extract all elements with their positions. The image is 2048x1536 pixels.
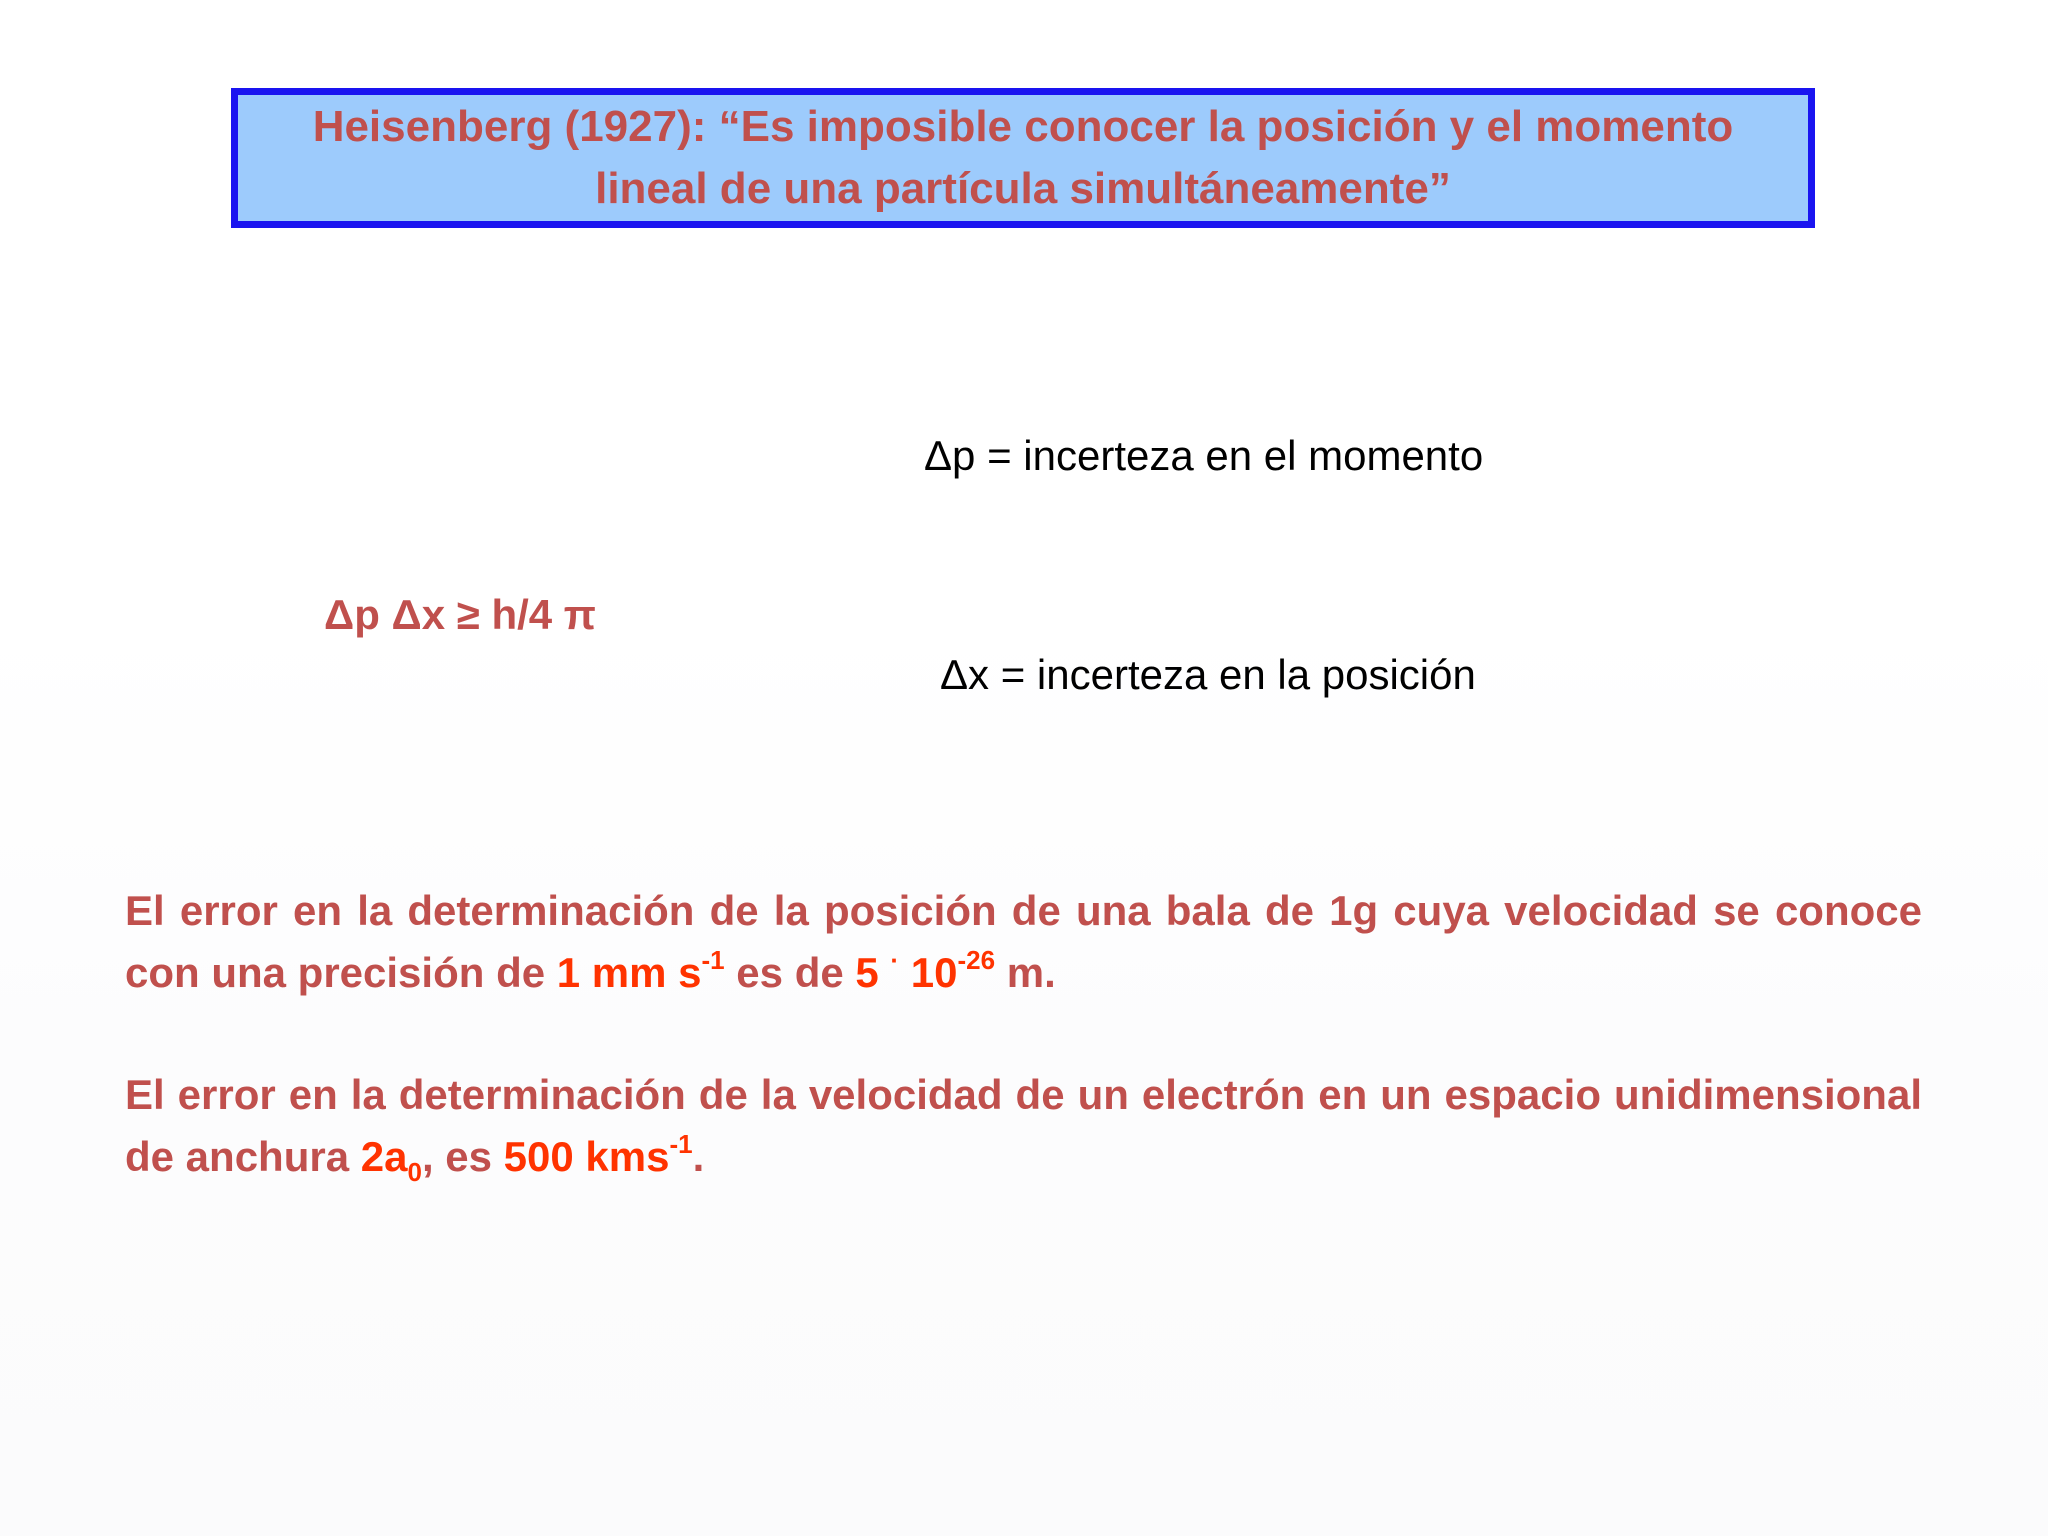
precision-exponent: -1 — [701, 945, 725, 975]
paragraph-electron-example — [125, 1064, 1922, 1188]
velocity-error-exponent: -1 — [669, 1129, 693, 1159]
title-line-2: lineal de una partícula simultáneamente” — [595, 164, 1451, 213]
error-base: 10 — [899, 949, 958, 996]
definition-momentum: Δp = incerteza en el momento — [924, 432, 1484, 479]
precision-value — [556, 945, 725, 996]
paragraph-1-text-c: . — [1044, 949, 1056, 996]
error-coefficient: 5 — [855, 949, 891, 996]
width-subscript: 0 — [407, 1157, 422, 1187]
paragraph-bullet-example — [125, 880, 1922, 1004]
velocity-error-base: 500 kms — [503, 1133, 670, 1180]
paragraph-1-text-a: El error en la determinación de la posición de una bala de 1g cuya velocidad se conoce con una precisión de — [125, 887, 1922, 996]
title-line-1: Heisenberg (1927): “Es imposible conocer la posición y el momento — [312, 102, 1734, 151]
paragraph-2-text-c: . — [692, 1133, 705, 1180]
error-unit: m — [995, 949, 1045, 996]
title-box — [231, 88, 1815, 228]
precision-base: 1 mm s — [556, 949, 702, 996]
paragraph-2-text-b: , es — [421, 1133, 504, 1180]
velocity-error-value — [503, 1129, 693, 1180]
uncertainty-formula: Δp Δx ≥ h/4 π — [324, 591, 596, 638]
paragraph-1-text-b: es de — [724, 949, 856, 996]
error-value — [855, 945, 996, 996]
width-base: 2a — [360, 1133, 408, 1180]
width-value — [360, 1133, 422, 1187]
definition-position: Δx = incerteza en la posición — [940, 651, 1476, 698]
error-exponent: -26 — [957, 945, 996, 975]
paragraph-2-text-a: El error en la determinación de la velocidad de un electrón en un espacio unidimensional de anchura — [125, 1071, 1922, 1180]
multiply-dot: · — [890, 945, 900, 975]
